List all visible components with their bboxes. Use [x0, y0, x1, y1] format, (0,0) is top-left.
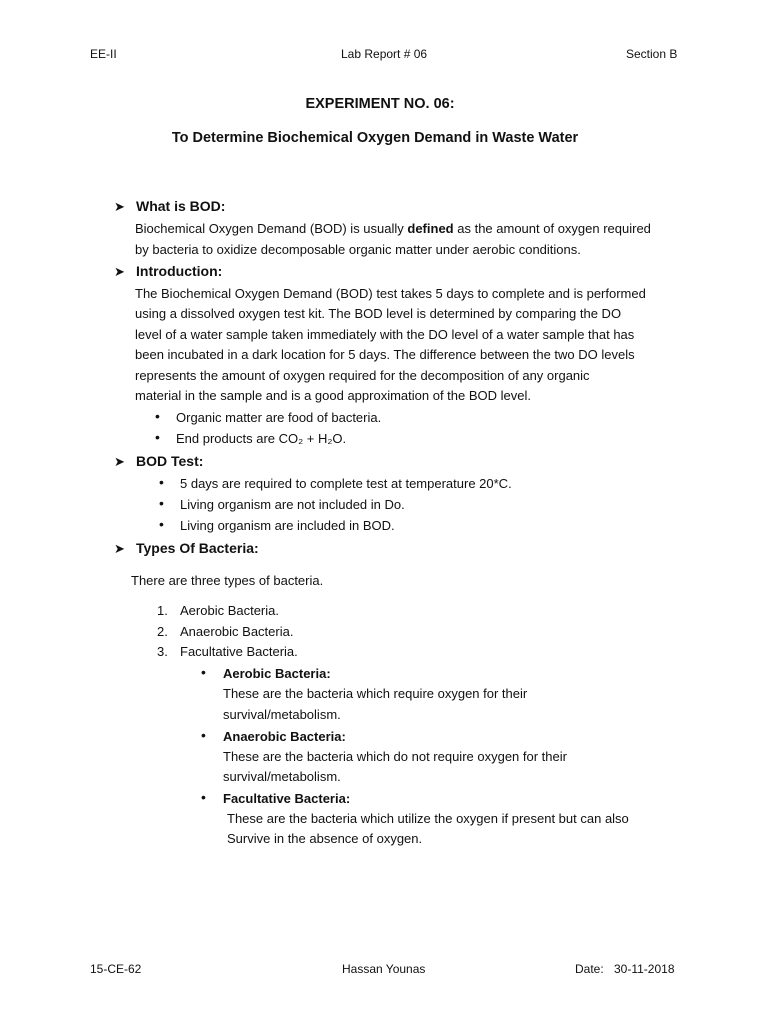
detail-text: Survive in the absence of oxygen.: [227, 831, 423, 846]
detail-text: These are the bacteria which utilize the oxygen if present but can also: [227, 811, 629, 826]
bullet-dot-icon: •: [159, 474, 164, 490]
arrow-bullet-icon: ➤: [114, 541, 125, 556]
detail-text: These are the bacteria which require oxygen for their: [223, 686, 528, 701]
bod-definition-line-1: [135, 221, 651, 236]
intro-line: material in the sample and is a good approximation of the BOD level.: [135, 388, 531, 403]
footer-date-value: 30-11-2018: [614, 962, 675, 976]
test-bullet: Living organism are not included in Do.: [180, 497, 405, 512]
section-heading-introduction: Introduction:: [136, 263, 223, 279]
page-subtitle: To Determine Biochemical Oxygen Demand in Waste Water: [171, 130, 579, 146]
test-bullet: 5 days are required to complete test at temperature 20*C.: [180, 476, 512, 491]
detail-text: survival/metabolism.: [223, 707, 341, 722]
intro-line: using a dissolved oxygen test kit. The BOD level is determined by comparing the DO: [135, 306, 622, 321]
bullet-dot-icon: •: [155, 429, 160, 445]
intro-line: been incubated in a dark location for 5 days. The difference between the two DO levels: [135, 347, 635, 362]
bullet-dot-icon: •: [201, 789, 206, 805]
bullet-dot-icon: •: [159, 516, 164, 532]
section-heading-bod-test: BOD Test:: [136, 453, 204, 469]
section-heading-bod: What is BOD:: [136, 198, 226, 214]
bod-definition-line-2: by bacteria to oxidize decomposable organic matter under aerobic conditions.: [135, 242, 581, 257]
types-intro: There are three types of bacteria.: [131, 573, 324, 588]
detail-text: These are the bacteria which do not require oxygen for their: [223, 749, 567, 764]
footer-date-label: Date:: [575, 962, 604, 976]
arrow-bullet-icon: ➤: [114, 199, 125, 214]
footer-roll-number: 15-CE-62: [90, 962, 142, 976]
list-item: Anaerobic Bacteria.: [180, 624, 294, 639]
intro-line: represents the amount of oxygen required for the decomposition of any organic: [135, 368, 590, 383]
test-bullet: Living organism are included in BOD.: [180, 518, 395, 533]
bullet-dot-icon: •: [201, 664, 206, 680]
detail-text: survival/metabolism.: [223, 769, 341, 784]
arrow-bullet-icon: ➤: [114, 454, 125, 469]
detail-title-aerobic: Aerobic Bacteria:: [223, 666, 331, 681]
bullet-dot-icon: •: [155, 408, 160, 424]
text-run: as the amount of oxygen required: [453, 221, 651, 236]
list-number: 1.: [157, 603, 168, 618]
text-run: Biochemical Oxygen Demand (BOD) is usually: [135, 221, 408, 236]
page-title: EXPERIMENT NO. 06:: [305, 96, 455, 112]
header-center: Lab Report # 06: [341, 47, 428, 61]
detail-title-anaerobic: Anaerobic Bacteria:: [223, 729, 346, 744]
list-number: 3.: [157, 644, 168, 659]
list-item: Facultative Bacteria.: [180, 644, 298, 659]
intro-bullet: Organic matter are food of bacteria.: [176, 410, 382, 425]
list-number: 2.: [157, 624, 168, 639]
bullet-dot-icon: •: [201, 727, 206, 743]
list-item: Aerobic Bacteria.: [180, 603, 279, 618]
section-heading-types: Types Of Bacteria:: [136, 540, 259, 556]
intro-bullet: End products are CO₂ + H₂O.: [176, 431, 347, 446]
defined-emphasis: defined: [407, 221, 454, 236]
footer-author: Hassan Younas: [342, 962, 426, 976]
intro-line: The Biochemical Oxygen Demand (BOD) test takes 5 days to complete and is performed: [135, 286, 646, 301]
header-right: Section B: [626, 47, 678, 61]
header-left: EE-II: [90, 47, 117, 61]
arrow-bullet-icon: ➤: [114, 264, 125, 279]
detail-title-facultative: Facultative Bacteria:: [223, 791, 351, 806]
intro-line: level of a water sample taken immediately with the DO level of a water sample that has: [135, 327, 635, 342]
bullet-dot-icon: •: [159, 495, 164, 511]
